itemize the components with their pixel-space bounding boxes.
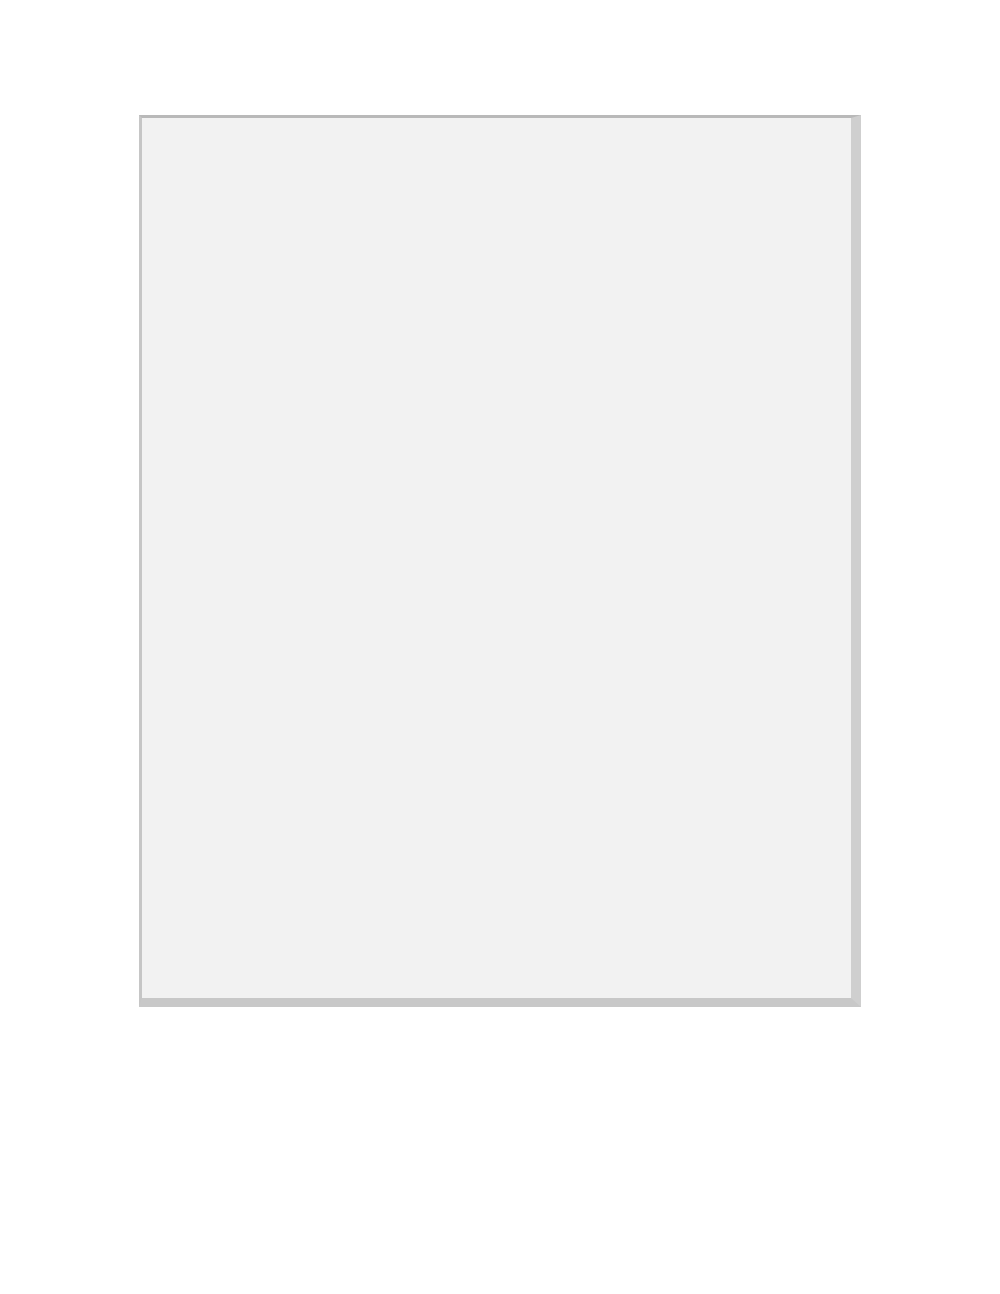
balloon-border-bottom (38, 1216, 960, 1246)
liveworksheets-logo-icon (690, 1256, 718, 1282)
worksheet-panel (139, 115, 861, 1007)
balloon-border-left (38, 68, 68, 1218)
balloon-border-top (38, 36, 960, 66)
balloon-border-right (928, 68, 958, 1218)
liveworksheets-logo (690, 1253, 721, 1285)
